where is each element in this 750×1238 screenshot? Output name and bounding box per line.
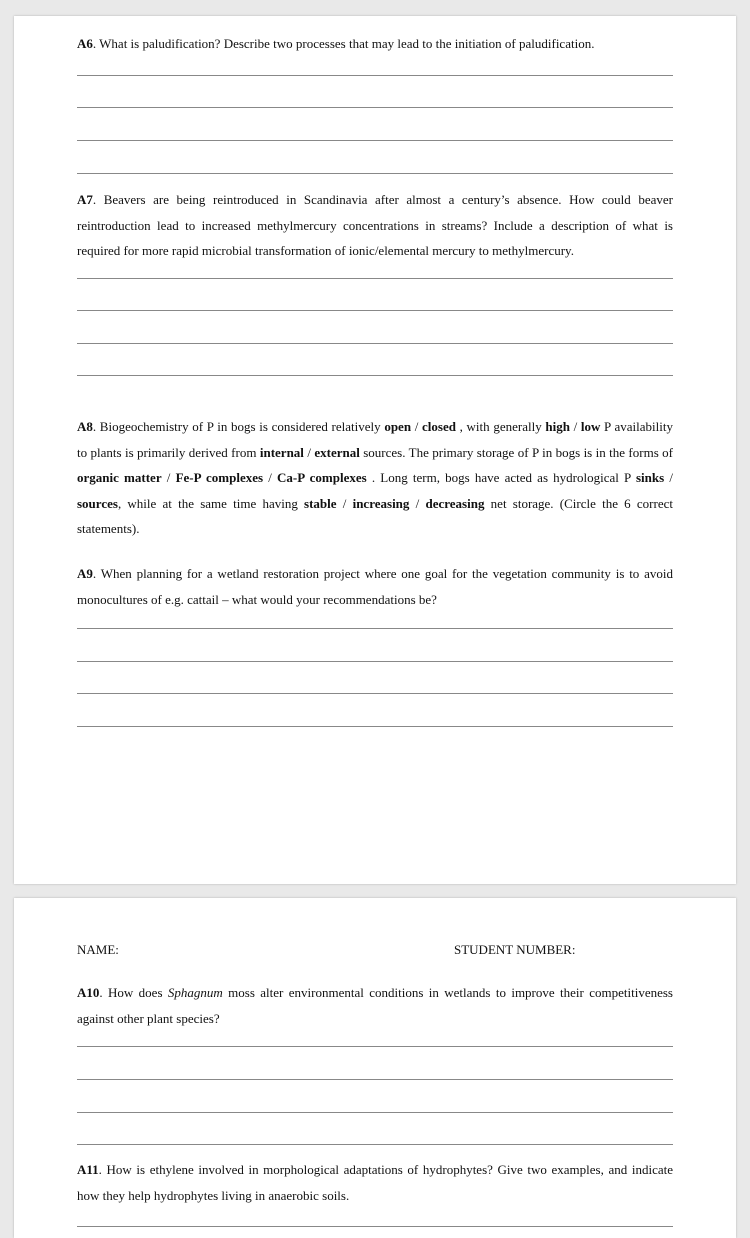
option-sources[interactable]: sources — [77, 495, 118, 511]
question-text: . Biogeochemistry of P in bogs is considered relatively — [92, 419, 385, 434]
question-text: P availability to plants is primarily derived from — [77, 419, 673, 460]
question-text: . How does — [99, 985, 168, 1000]
answer-line[interactable] — [77, 628, 673, 629]
separator: / — [336, 495, 353, 511]
separator: / — [161, 470, 176, 485]
option-sinks[interactable]: sinks — [635, 470, 665, 485]
question-a9 — [77, 561, 673, 612]
answer-line[interactable] — [77, 693, 673, 694]
question-text: , with generally — [455, 419, 546, 434]
question-text: moss alter environmental conditions in wetlands to improve their competitiveness against other plant species? — [77, 985, 673, 1026]
answer-line[interactable] — [77, 661, 673, 662]
question-a11 — [77, 1157, 673, 1208]
answer-line[interactable] — [77, 140, 673, 141]
answer-line[interactable] — [77, 310, 673, 311]
exam-page-1 — [14, 16, 736, 884]
option-internal[interactable]: internal — [259, 444, 304, 460]
option-external[interactable]: external — [314, 444, 360, 460]
question-text: , while at the same time having — [117, 495, 305, 511]
option-ca-p-complexes[interactable]: Ca-P complexes — [277, 470, 367, 485]
option-closed[interactable]: closed — [422, 419, 456, 434]
question-text: net storage. (Circle the 6 correct statements). — [77, 495, 673, 536]
separator: / — [411, 419, 422, 434]
option-high[interactable]: high — [545, 419, 570, 434]
option-organic-matter[interactable]: organic matter — [77, 470, 162, 485]
question-text: . Long term, bogs have acted as hydrological P — [366, 470, 636, 485]
question-a7 — [77, 187, 673, 264]
question-a10 — [77, 980, 673, 1031]
separator: / — [569, 419, 581, 434]
question-text: . What is paludification? Describe two processes that may lead to the initiation of paludification. — [92, 36, 595, 51]
name-label: NAME: — [77, 942, 119, 957]
question-text: . When planning for a wetland restoration project where one goal for the vegetation community is to avoid monocultures of e.g. cattail – what would your recommendations be? — [77, 566, 673, 607]
option-increasing[interactable]: increasing — [352, 495, 410, 511]
option-fe-p-complexes[interactable]: Fe-P complexes — [175, 470, 264, 485]
question-label: A8 — [77, 419, 93, 434]
answer-line[interactable] — [77, 173, 673, 174]
question-label: A6 — [77, 36, 93, 51]
question-label: A7 — [77, 192, 93, 207]
answer-line[interactable] — [77, 1226, 673, 1227]
question-label: A11 — [77, 1162, 99, 1177]
option-low[interactable]: low — [580, 419, 601, 434]
answer-line[interactable] — [77, 726, 673, 727]
answer-line[interactable] — [77, 343, 673, 344]
question-text: sources. The primary storage of P in bogs is in the forms of — [359, 444, 673, 460]
answer-line[interactable] — [77, 278, 673, 279]
separator: / — [409, 495, 426, 511]
option-open[interactable]: open — [384, 419, 412, 434]
question-a8 — [77, 414, 673, 542]
answer-line[interactable] — [77, 1112, 673, 1113]
question-text: . Beavers are being reintroduced in Scandinavia after almost a century’s absence. How could beaver reintroduction lead to increased methylmercury concentrations in streams? Include a description of what is required for more rapid microbial transformation of ionic/elemental mercury to methylmercury. — [77, 192, 673, 258]
question-label: A10 — [77, 985, 100, 1000]
question-a6 — [77, 31, 673, 57]
answer-line[interactable] — [77, 375, 673, 376]
option-decreasing[interactable]: decreasing — [425, 495, 485, 511]
answer-line[interactable] — [77, 1046, 673, 1047]
answer-line[interactable] — [77, 1079, 673, 1080]
answer-line[interactable] — [77, 75, 673, 76]
separator: / — [263, 470, 278, 485]
exam-page-2 — [14, 898, 736, 1238]
separator: / — [303, 444, 315, 460]
answer-line[interactable] — [77, 107, 673, 108]
question-label: A9 — [77, 566, 93, 581]
separator: / — [664, 470, 673, 485]
student-number-label: STUDENT NUMBER: — [454, 942, 576, 957]
question-text: . How is ethylene involved in morphological adaptations of hydrophytes? Give two examples, and indicate how they help hydrophytes living in anaerobic soils. — [77, 1162, 673, 1203]
answer-line[interactable] — [77, 1144, 673, 1145]
sphagnum-term: Sphagnum — [167, 985, 223, 1000]
option-stable[interactable]: stable — [304, 495, 337, 511]
